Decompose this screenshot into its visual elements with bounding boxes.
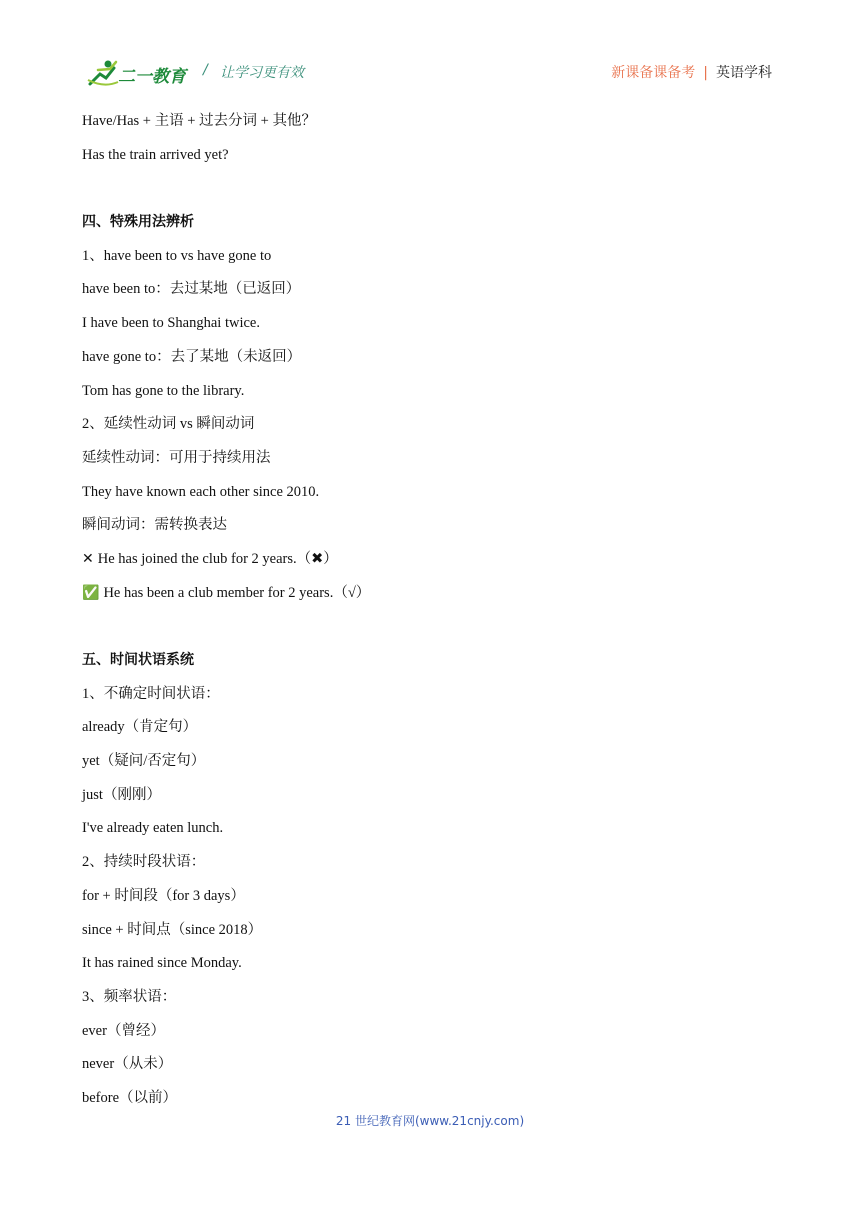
text-line: ever（曾经） xyxy=(82,1022,165,1039)
section-heading: 五、时间状语系统 xyxy=(82,652,194,668)
page-header xyxy=(0,0,860,100)
slogan-slash: / xyxy=(203,62,208,78)
header-separator: | xyxy=(703,65,708,81)
text-line: 延续性动词：可用于持续用法 xyxy=(82,449,271,466)
text-line: for + 时间段（for 3 days） xyxy=(82,887,245,904)
text-line: 1、have been to vs have gone to xyxy=(82,247,272,264)
spacer xyxy=(82,613,772,647)
text-line: Has the train arrived yet? xyxy=(82,146,229,163)
text-line: have gone to：去了某地（未返回） xyxy=(82,348,302,365)
text-line: Tom has gone to the library. xyxy=(82,382,245,399)
text-line: since + 时间点（since 2018） xyxy=(82,921,263,938)
subject-label: 英语学科 xyxy=(716,65,772,81)
text-line: have been to：去过某地（已返回） xyxy=(82,281,301,298)
header-right xyxy=(611,62,772,82)
check-icon: ✅ xyxy=(82,584,100,601)
course-label: 新课备课备考 xyxy=(611,65,696,81)
text-line: 3、频率状语： xyxy=(82,988,177,1005)
text-line: They have known each other since 2010. xyxy=(82,483,320,500)
correct-example-text: He has been a club member for 2 years.（√） xyxy=(103,584,371,601)
cross-icon: ✕ xyxy=(82,550,94,567)
text-line: I have been to Shanghai twice. xyxy=(82,315,260,332)
logo-text: 二一教育 xyxy=(118,67,186,87)
text-line: 2、持续时段状语： xyxy=(82,854,206,871)
text-line: It has rained since Monday. xyxy=(82,955,242,972)
text-line: 2、延续性动词 vs 瞬间动词 xyxy=(82,416,255,433)
wrong-example xyxy=(82,546,772,580)
text-line: already（肯定句） xyxy=(82,719,198,736)
wrong-example-text: He has joined the club for 2 years.（✖） xyxy=(97,550,338,567)
document-body xyxy=(82,108,772,1119)
section-heading: 四、特殊用法辨析 xyxy=(82,214,194,231)
correct-example xyxy=(82,580,772,614)
text-line: I've already eaten lunch. xyxy=(82,820,224,837)
text-line: before（以前） xyxy=(82,1089,178,1106)
text-line: just（刚刚） xyxy=(82,786,161,803)
text-line: yet（疑问/否定句） xyxy=(82,753,206,770)
spacer xyxy=(82,175,772,209)
text-line: 1、不确定时间状语： xyxy=(82,685,220,702)
slogan: 让学习更有效 xyxy=(220,65,304,81)
page-footer: 21 世纪教育网(www.21cnjy.com) xyxy=(335,1114,525,1128)
text-line: Have/Has + 主语 + 过去分词 + 其他？ xyxy=(82,113,316,129)
text-line: 瞬间动词：需转换表达 xyxy=(82,517,227,534)
text-line: never（从未） xyxy=(82,1056,173,1073)
